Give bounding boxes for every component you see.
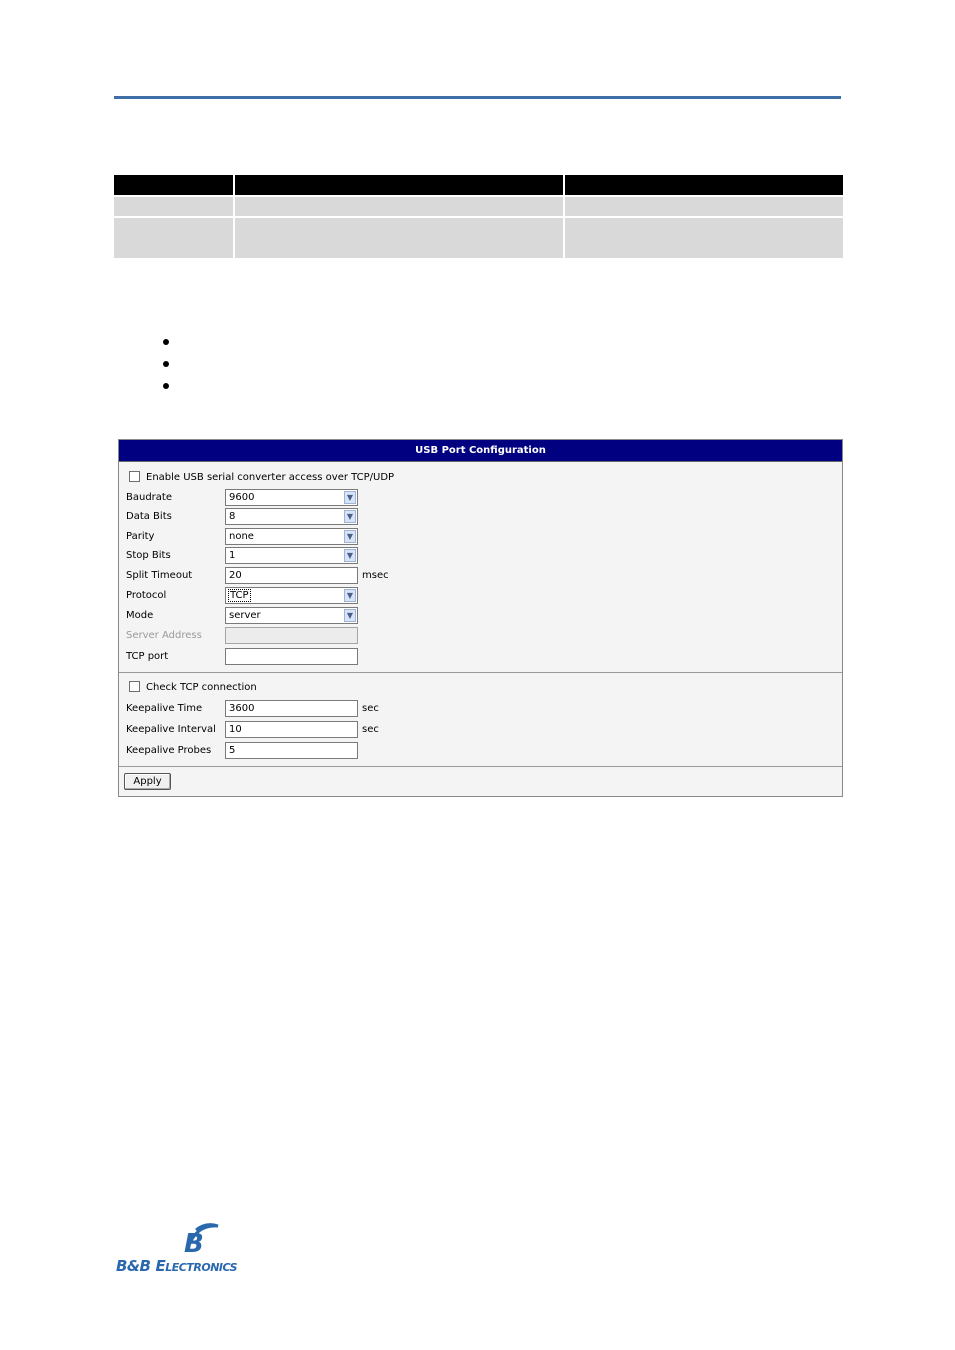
bullet-icon xyxy=(163,361,169,367)
chevron-down-icon[interactable]: ▼ xyxy=(344,510,356,523)
chevron-down-icon[interactable]: ▼ xyxy=(344,609,356,622)
parity-label: Parity xyxy=(126,531,155,542)
chevron-down-icon[interactable]: ▼ xyxy=(344,549,356,562)
table-row xyxy=(114,195,843,216)
tcp-port-label: TCP port xyxy=(126,651,169,662)
mode-select[interactable] xyxy=(225,607,358,624)
table-cell xyxy=(235,195,565,216)
check-tcp-row[interactable] xyxy=(129,679,257,696)
logo-text-rest: LECTRONICS xyxy=(165,1261,238,1274)
mode-value: server xyxy=(229,610,261,621)
table-cell xyxy=(565,216,843,258)
table-cell xyxy=(235,216,565,258)
apply-button[interactable]: Apply xyxy=(124,773,171,790)
table-header-cell xyxy=(235,175,565,195)
stop-bits-value: 1 xyxy=(229,550,236,561)
split-timeout-unit: msec xyxy=(362,570,389,581)
table-row xyxy=(114,216,843,258)
table-header-cell xyxy=(114,175,235,195)
logo-text xyxy=(116,1256,237,1275)
enable-usb-checkbox[interactable] xyxy=(129,471,140,482)
baudrate-value: 9600 xyxy=(229,492,255,503)
panel-title: USB Port Configuration xyxy=(119,440,842,462)
data-bits-label: Data Bits xyxy=(126,511,172,522)
logo-text-e: E xyxy=(155,1257,166,1275)
logo-mark: B xyxy=(184,1229,204,1256)
list-item xyxy=(163,335,183,357)
table-cell xyxy=(565,195,843,216)
keepalive-interval-unit: sec xyxy=(362,724,379,735)
split-timeout-input[interactable]: 20 xyxy=(225,567,358,584)
keepalive-probes-label: Keepalive Probes xyxy=(126,745,212,756)
data-bits-select[interactable] xyxy=(225,508,358,525)
protocol-select[interactable] xyxy=(225,587,358,604)
chevron-down-icon[interactable]: ▼ xyxy=(344,530,356,543)
section-divider xyxy=(119,766,842,767)
mode-label: Mode xyxy=(126,610,154,621)
logo-mark-icon xyxy=(166,1222,226,1256)
parity-value: none xyxy=(229,531,254,542)
list-item xyxy=(163,379,183,401)
keepalive-time-unit: sec xyxy=(362,703,379,714)
keepalive-probes-input[interactable]: 5 xyxy=(225,742,358,759)
protocol-label: Protocol xyxy=(126,590,167,601)
parameter-table xyxy=(114,175,843,258)
keepalive-time-input[interactable]: 3600 xyxy=(225,700,358,717)
table-header-cell xyxy=(565,175,843,195)
data-bits-value: 8 xyxy=(229,511,236,522)
keepalive-interval-input[interactable]: 10 xyxy=(225,721,358,738)
tcp-port-input[interactable] xyxy=(225,648,358,665)
section-divider xyxy=(119,672,842,673)
protocol-value: TCP xyxy=(230,590,249,601)
bullet-icon xyxy=(163,383,169,389)
table-header-row xyxy=(114,175,843,195)
bullet-list xyxy=(163,335,183,401)
table-cell xyxy=(114,216,235,258)
list-item xyxy=(163,357,183,379)
company-logo xyxy=(116,1222,316,1274)
bullet-icon xyxy=(163,339,169,345)
logo-text-bb: B&B xyxy=(116,1257,151,1275)
stop-bits-select[interactable] xyxy=(225,547,358,564)
chevron-down-icon[interactable]: ▼ xyxy=(344,589,356,602)
chevron-down-icon[interactable]: ▼ xyxy=(344,491,356,504)
baudrate-label: Baudrate xyxy=(126,492,172,503)
enable-usb-label: Enable USB serial converter access over TCP/UDP xyxy=(146,472,395,483)
check-tcp-checkbox[interactable] xyxy=(129,681,140,692)
split-timeout-label: Split Timeout xyxy=(126,570,193,581)
check-tcp-label: Check TCP connection xyxy=(146,682,257,693)
usb-port-config-panel xyxy=(118,439,843,797)
parity-select[interactable] xyxy=(225,528,358,545)
keepalive-interval-label: Keepalive Interval xyxy=(126,724,216,735)
baudrate-select[interactable] xyxy=(225,489,358,506)
server-address-input xyxy=(225,627,358,644)
stop-bits-label: Stop Bits xyxy=(126,550,171,561)
enable-usb-row[interactable] xyxy=(129,469,394,486)
table-cell xyxy=(114,195,235,216)
header-rule xyxy=(114,96,841,99)
keepalive-time-label: Keepalive Time xyxy=(126,703,203,714)
server-address-label: Server Address xyxy=(126,630,202,641)
